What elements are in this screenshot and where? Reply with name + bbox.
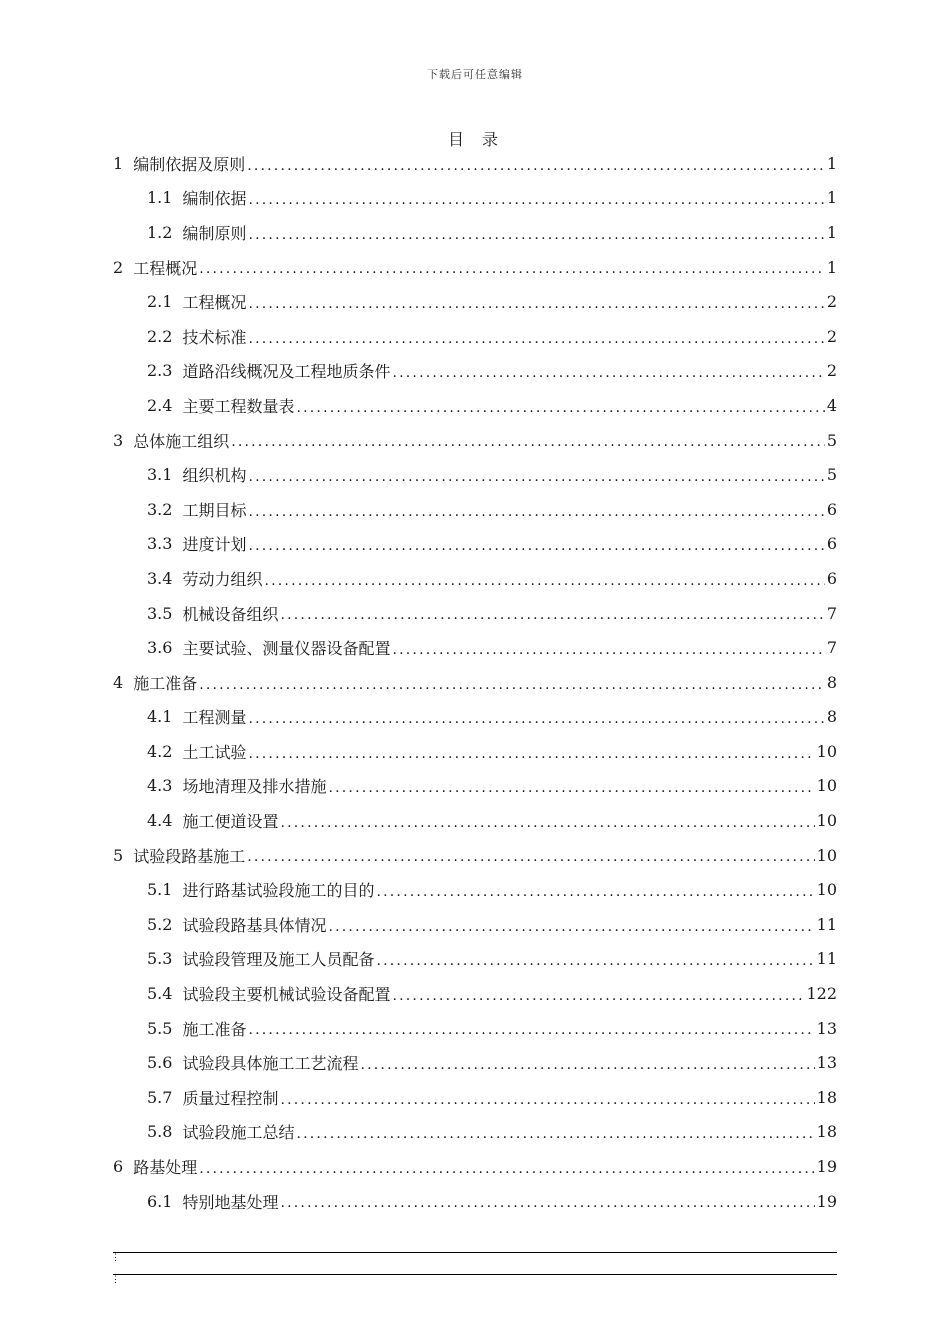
toc-entry-page: 10 (816, 776, 837, 796)
toc-entry-page: 6 (826, 499, 837, 519)
toc-entry-label: 工程概况 (133, 258, 198, 278)
toc-entry-number: 3.6 (147, 638, 173, 658)
toc-entry-label: 施工准备 (182, 1019, 247, 1039)
toc-entry[interactable] (113, 665, 837, 700)
toc-dot-leader (280, 607, 824, 630)
toc-entry-label: 路基处理 (133, 1158, 198, 1178)
toc-entry-page: 18 (816, 1087, 837, 1107)
toc-entry-page: 19 (816, 1157, 837, 1177)
toc-title-char-2: 录 (482, 130, 503, 149)
toc-entry-page: 122 (806, 984, 837, 1004)
toc-entry-label: 进行路基试验段施工的目的 (182, 881, 375, 901)
toc-entry-number: 2 (113, 257, 124, 277)
toc-entry[interactable] (113, 700, 837, 735)
toc-entry-number: 6 (113, 1157, 124, 1177)
toc-entry-number: 5 (113, 845, 124, 865)
toc-dot-leader (248, 296, 824, 319)
footer-mark-bottom: ⋮ (111, 1275, 120, 1285)
toc-entry-number: 4 (113, 672, 124, 692)
toc-entry-page: 19 (816, 1191, 837, 1211)
toc-entry-page: 11 (816, 914, 837, 934)
footer-mark-top: ⋮ (111, 1253, 120, 1263)
toc-dot-leader (280, 815, 814, 838)
toc-entry-page: 8 (826, 672, 837, 692)
toc-entry-label: 场地清理及排水措施 (182, 777, 327, 797)
toc-entry-number: 2.1 (147, 292, 173, 312)
toc-entry-label: 土工试验 (182, 742, 247, 762)
toc-entry-label: 道路沿线概况及工程地质条件 (182, 362, 391, 382)
toc-dot-leader (296, 400, 824, 423)
toc-entry[interactable] (113, 803, 837, 838)
toc-dot-leader (264, 573, 824, 596)
toc-entry[interactable] (113, 423, 837, 458)
toc-dot-leader (247, 158, 825, 181)
toc-entry-label: 编制依据 (182, 189, 247, 209)
toc-entry-page: 1 (826, 257, 837, 277)
toc-entry-number: 4.1 (147, 707, 173, 727)
toc-entry-number: 3.3 (147, 534, 173, 554)
toc-entry[interactable] (113, 1115, 837, 1150)
toc-entry-page: 6 (826, 568, 837, 588)
toc-entry-label: 试验段路基具体情况 (182, 915, 327, 935)
toc-entry-page: 18 (816, 1122, 837, 1142)
toc-entry-page: 2 (826, 361, 837, 381)
toc-entry-label: 技术标准 (182, 327, 247, 347)
toc-entry[interactable] (113, 976, 837, 1011)
toc-dot-leader (280, 1195, 814, 1218)
toc-entry[interactable] (113, 527, 837, 562)
toc-entry-number: 4.3 (147, 776, 173, 796)
toc-entry-page: 8 (826, 707, 837, 727)
toc-entry[interactable] (113, 215, 837, 250)
toc-entry-label: 主要试验、测量仪器设备配置 (182, 639, 391, 659)
toc-entry-page: 13 (816, 1053, 837, 1073)
toc-entry[interactable] (113, 319, 837, 354)
toc-dot-leader (199, 261, 825, 284)
toc-entry-number: 5.2 (147, 914, 173, 934)
header-note: 下载后可任意编辑 (427, 68, 523, 81)
toc-entry-label: 施工便道设置 (182, 812, 279, 832)
toc-entry-number: 1 (113, 153, 124, 173)
toc-dot-leader (248, 504, 824, 527)
toc-entry[interactable] (113, 146, 837, 181)
toc-entry-page: 5 (826, 430, 837, 450)
toc-entry[interactable] (113, 769, 837, 804)
toc-entry[interactable] (113, 457, 837, 492)
toc-entry-number: 4.2 (147, 741, 173, 761)
toc-entry-number: 3.1 (147, 465, 173, 485)
toc-entry-label: 试验段具体施工工艺流程 (182, 1054, 359, 1074)
toc-entry-page: 7 (826, 638, 837, 658)
table-of-contents (113, 146, 837, 1218)
toc-entry[interactable] (113, 630, 837, 665)
toc-entry[interactable] (113, 872, 837, 907)
toc-dot-leader (392, 365, 824, 388)
toc-entry[interactable] (113, 838, 837, 873)
toc-entry-number: 5.1 (147, 880, 173, 900)
toc-entry-number: 5.4 (147, 984, 173, 1004)
toc-entry-page: 1 (826, 188, 837, 208)
toc-entry-label: 质量过程控制 (182, 1088, 279, 1108)
toc-entry-label: 劳动力组织 (182, 569, 263, 589)
toc-entry[interactable] (113, 596, 837, 631)
toc-dot-leader (328, 780, 814, 803)
toc-dot-leader (248, 711, 824, 734)
toc-dot-leader (231, 434, 825, 457)
toc-entry-label: 特别地基处理 (182, 1192, 279, 1212)
toc-entry-label: 施工准备 (133, 673, 198, 693)
toc-entry[interactable] (113, 1080, 837, 1115)
toc-entry-label: 机械设备组织 (182, 604, 279, 624)
toc-entry[interactable] (113, 388, 837, 423)
toc-dot-leader (199, 1161, 814, 1184)
toc-entry-label: 总体施工组织 (133, 431, 230, 451)
toc-entry[interactable] (113, 354, 837, 389)
toc-entry-number: 3.4 (147, 568, 173, 588)
toc-entry-label: 工期目标 (182, 500, 247, 520)
toc-entry-page: 10 (816, 880, 837, 900)
toc-dot-leader (248, 227, 824, 250)
toc-entry-page: 4 (826, 395, 837, 415)
toc-entry[interactable] (113, 284, 837, 319)
toc-entry[interactable] (113, 1184, 837, 1219)
toc-entry-page: 1 (826, 153, 837, 173)
toc-dot-leader (248, 331, 824, 354)
toc-entry-page: 5 (826, 465, 837, 485)
toc-entry-number: 6.1 (147, 1191, 173, 1211)
toc-entry-label: 工程概况 (182, 293, 247, 313)
toc-entry-label: 试验段施工总结 (182, 1123, 295, 1143)
toc-dot-leader (280, 1092, 814, 1115)
toc-dot-leader (376, 884, 814, 907)
toc-dot-leader (199, 677, 825, 700)
toc-entry[interactable] (113, 907, 837, 942)
toc-entry[interactable] (113, 1011, 837, 1046)
toc-entry-label: 编制依据及原则 (133, 154, 246, 174)
toc-entry-page: 10 (816, 845, 837, 865)
toc-entry-label: 组织机构 (182, 466, 247, 486)
toc-entry[interactable] (113, 492, 837, 527)
toc-dot-leader (248, 192, 824, 215)
toc-entry-number: 2.3 (147, 361, 173, 381)
toc-dot-leader (328, 919, 814, 942)
toc-entry-number: 5.3 (147, 949, 173, 969)
toc-entry[interactable] (113, 1045, 837, 1080)
toc-entry-page: 10 (816, 741, 837, 761)
toc-dot-leader (248, 469, 824, 492)
toc-dot-leader (392, 988, 804, 1011)
toc-dot-leader (248, 538, 824, 561)
toc-entry-number: 1.1 (147, 188, 173, 208)
toc-title-char-1: 目 (447, 130, 468, 149)
footer-rule-bottom (113, 1274, 837, 1275)
toc-entry-number: 4.4 (147, 811, 173, 831)
toc-entry-number: 2.4 (147, 395, 173, 415)
toc-entry-page: 7 (826, 603, 837, 623)
toc-entry-page: 6 (826, 534, 837, 554)
toc-entry-label: 试验段管理及施工人员配备 (182, 950, 375, 970)
toc-entry-page: 10 (816, 811, 837, 831)
toc-entry-number: 3 (113, 430, 124, 450)
toc-entry[interactable] (113, 1149, 837, 1184)
toc-entry-label: 试验段路基施工 (133, 846, 246, 866)
toc-dot-leader (296, 1126, 814, 1149)
toc-entry-number: 5.8 (147, 1122, 173, 1142)
toc-entry[interactable] (113, 250, 837, 285)
toc-entry-number: 2.2 (147, 326, 173, 346)
toc-entry[interactable] (113, 561, 837, 596)
toc-entry-label: 编制原则 (182, 223, 247, 243)
toc-dot-leader (392, 642, 824, 665)
toc-entry[interactable] (113, 734, 837, 769)
toc-entry-page: 11 (816, 949, 837, 969)
toc-entry-number: 5.7 (147, 1087, 173, 1107)
toc-dot-leader (360, 1057, 814, 1080)
toc-entry-number: 3.5 (147, 603, 173, 623)
toc-dot-leader (248, 1022, 814, 1045)
toc-entry-number: 5.5 (147, 1018, 173, 1038)
toc-entry-label: 工程测量 (182, 708, 247, 728)
toc-entry-label: 主要工程数量表 (182, 396, 295, 416)
toc-entry-label: 进度计划 (182, 535, 247, 555)
toc-dot-leader (248, 746, 814, 769)
toc-entry-page: 2 (826, 326, 837, 346)
toc-entry-label: 试验段主要机械试验设备配置 (182, 985, 391, 1005)
toc-dot-leader (247, 849, 814, 872)
toc-entry-page: 13 (816, 1018, 837, 1038)
toc-entry-page: 1 (826, 222, 837, 242)
toc-entry-number: 1.2 (147, 222, 173, 242)
toc-entry-number: 5.6 (147, 1053, 173, 1073)
toc-entry-page: 2 (826, 292, 837, 312)
toc-entry-number: 3.2 (147, 499, 173, 519)
toc-dot-leader (376, 953, 814, 976)
footer-rule-top (113, 1252, 837, 1253)
toc-entry[interactable] (113, 181, 837, 216)
toc-entry[interactable] (113, 942, 837, 977)
